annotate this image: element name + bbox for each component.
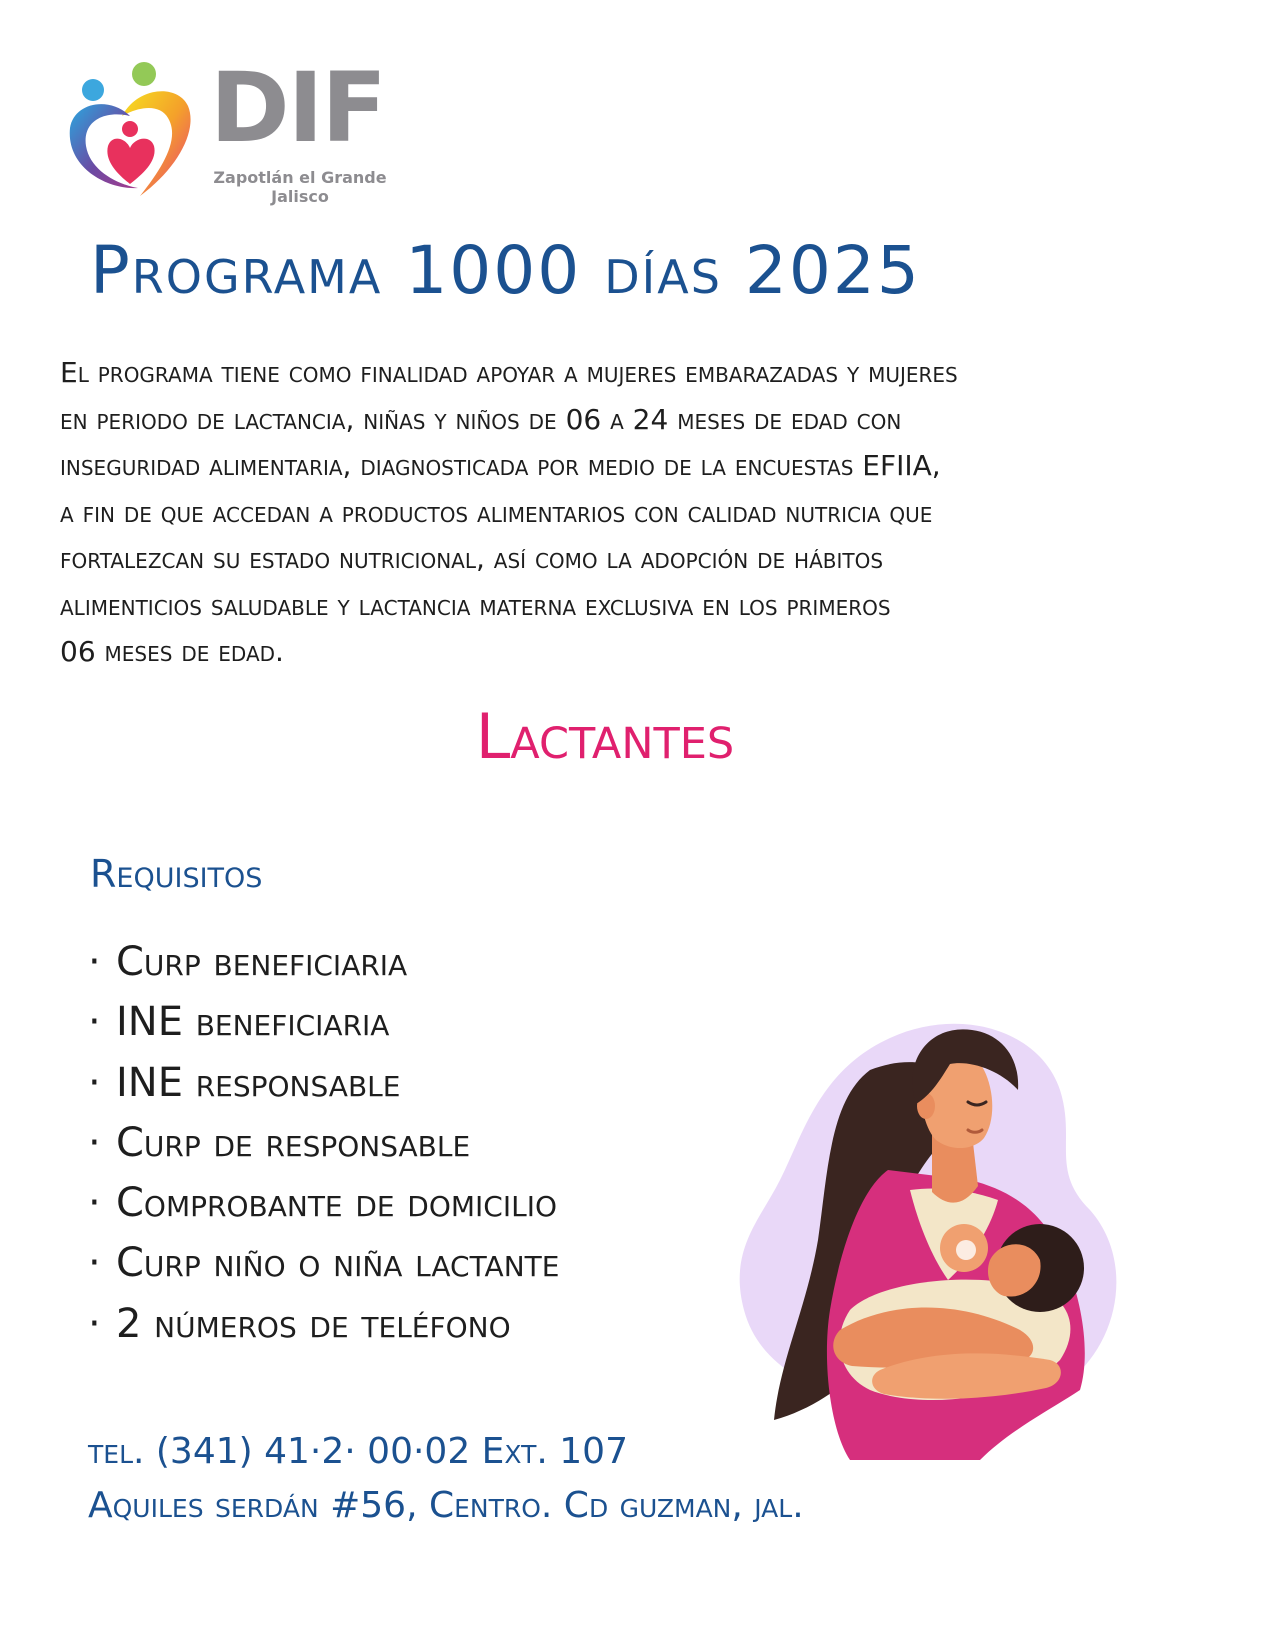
requirement-text: 2 números de teléfono <box>116 1300 511 1347</box>
bullet-dot: · <box>88 939 101 985</box>
logo-subtitle-municipality: Zapotlán el Grande <box>213 168 387 187</box>
bullet-dot: · <box>88 999 101 1046</box>
requirement-text: Curp beneficiaria <box>116 939 408 985</box>
requirement-item <box>88 1233 559 1293</box>
requirements-list <box>88 932 559 1354</box>
requirement-item <box>88 1113 559 1173</box>
bullet-dot: · <box>88 1300 101 1347</box>
description-line: 06 meses de edad. <box>60 635 284 668</box>
contact-phone: tel. (341) 41·2· 00·02 Ext. 107 <box>88 1431 628 1472</box>
description-line: en periodo de lactancia, niñas y niños de 06 a 24 meses de edad con <box>60 402 902 436</box>
bullet-dot: · <box>88 1180 101 1227</box>
section-title-lactantes: Lactantes <box>475 700 735 773</box>
page-title: Programa 1000 días 2025 <box>90 232 921 309</box>
dif-logo <box>60 52 400 208</box>
logo-subtitle-state: Jalisco <box>271 187 329 206</box>
requirement-item <box>88 1294 559 1354</box>
requirement-text: INE beneficiaria <box>116 999 390 1046</box>
requirement-text: Curp de responsable <box>116 1119 471 1166</box>
bullet-dot: · <box>88 1059 101 1106</box>
dif-family-emblem-icon <box>60 58 205 208</box>
program-description <box>60 350 1220 676</box>
requirement-item <box>88 932 559 992</box>
requirements-heading: Requisitos <box>90 852 263 896</box>
requirement-item <box>88 992 559 1052</box>
requirement-text: Comprobante de domicilio <box>116 1180 558 1227</box>
requirement-text: Curp niño o niña lactante <box>116 1240 560 1287</box>
description-line: a fin de que accedan a productos alimentarios con calidad nutricia que <box>60 495 933 529</box>
breastfeeding-mother-illustration <box>720 1010 1140 1470</box>
bullet-dot: · <box>88 1119 101 1166</box>
bullet-dot: · <box>88 1240 101 1287</box>
requirement-item <box>88 1053 559 1113</box>
description-line: inseguridad alimentaria, diagnosticada por medio de la encuestas EFIIA, <box>60 449 941 482</box>
contact-info <box>88 1425 804 1533</box>
description-line: fortalezcan su estado nutricional, así como la adopción de hábitos <box>60 542 884 575</box>
requirement-text: INE responsable <box>116 1059 401 1106</box>
description-line: alimenticios saludable y lactancia materna exclusiva en los primeros <box>60 588 891 622</box>
contact-address: Aquiles serdán #56, Centro. Cd guzman, jal. <box>88 1485 804 1526</box>
requirement-item <box>88 1173 559 1233</box>
dif-wordmark: DIF <box>210 52 385 164</box>
description-line: El programa tiene como finalidad apoyar a mujeres embarazadas y mujeres <box>60 356 958 389</box>
